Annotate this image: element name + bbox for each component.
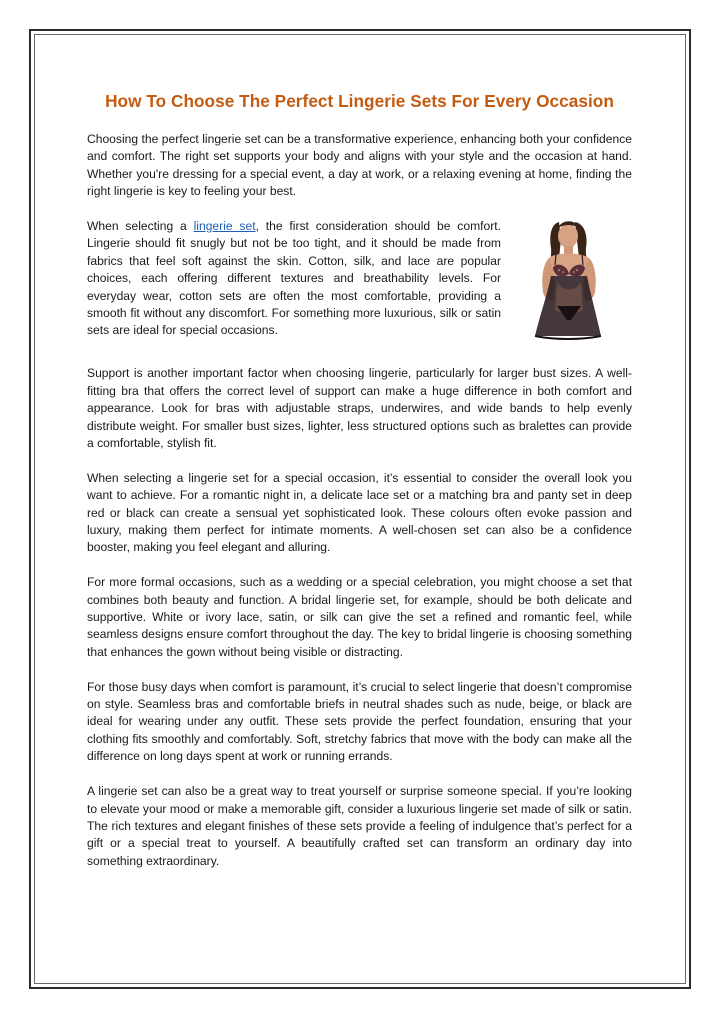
comfort-text-rest: , the first consideration should be comfort. Lingerie should fit snugly but not be too tight, and it should be made from fabrics that feel soft against the skin. Cotton, silk, and lace are popular choices, each offering different textures and breathability levels. For everyday wear, cotton sets are often the most comfortable, providing a smooth fit without any discomfort. For something more luxurious, silk or satin sets are ideal for special occasions. [87,219,501,338]
comfort-section [87,218,632,348]
lingerie-set-link[interactable]: lingerie set [193,219,256,234]
document-title: How To Choose The Perfect Lingerie Sets For Every Occasion [105,91,614,111]
paragraph-intro: Choosing the perfect lingerie set can be a transformative experience, enhancing both your confidence and comfort. The right set supports your body and aligns with your style and the occasion at hand. Whether you're dressing for a special event, a day at work, or a relaxing evening at home, finding the right lingerie is key to feeling your best. [87,132,632,199]
comfort-text-lead: When selecting a [87,219,194,234]
document-body [87,89,632,888]
paragraph-support: Support is another important factor when choosing lingerie, particularly for larger bust sizes. A well-fitting bra that offers the correct level of support can make a huge difference in both comfort and appearance. Look for bras with adjustable straps, underwires, and wide bands to help evenly distribute weight. For smaller bust sizes, lighter, less structured options such as bralettes can provide a comfortable, stylish fit. [87,366,632,451]
paragraph-formal-occasion: For more formal occasions, such as a wedding or a special celebration, you might choose a set that combines both beauty and function. A bridal lingerie set, for example, should be both delicate and supportive. White or ivory lace, satin, or silk can give the set a refined and romantic feel, while seamless designs ensure comfort throughout the day. The key to bridal lingerie is choosing something that enhances the gown without being visible or distracting. [87,575,632,659]
lingerie-model-illustration [515,218,627,342]
paragraph-special-occasion: When selecting a lingerie set for a special occasion, it’s essential to consider the overall look you want to achieve. For a romantic night in, a delicate lace set or a matching bra and panty set in deep red or black can create a sensual yet sophisticated look. These colours often evoke passion and luxury, making them perfect for intimate moments. A well-chosen set can also be a confidence booster, making you feel elegant and alluring. [87,470,632,555]
lingerie-model-image [515,218,627,342]
paragraph-gift: A lingerie set can also be a great way to treat yourself or surprise someone special. If you’re looking to elevate your mood or make a memorable gift, consider a luxurious lingerie set made of silk or satin. The rich textures and elegant finishes of these sets provide a feeling of indulgence that’s perfect for a gift or a special treat to yourself. A beautifully crafted set can transform an ordinary day into something extraordinary. [87,784,632,868]
paragraph-everyday: For those busy days when comfort is paramount, it’s crucial to select lingerie that doesn’t compromise on style. Seamless bras and comfortable briefs in neutral shades such as nude, beige, or black are ideal for wearing under any outfit. These sets provide the perfect foundation, ensuring that your clothing fits smoothly and comfortably. Soft, stretchy fabrics that move with the body can make all the difference on long days spent at work or running errands. [87,679,632,764]
paragraph-spacer [87,348,632,365]
